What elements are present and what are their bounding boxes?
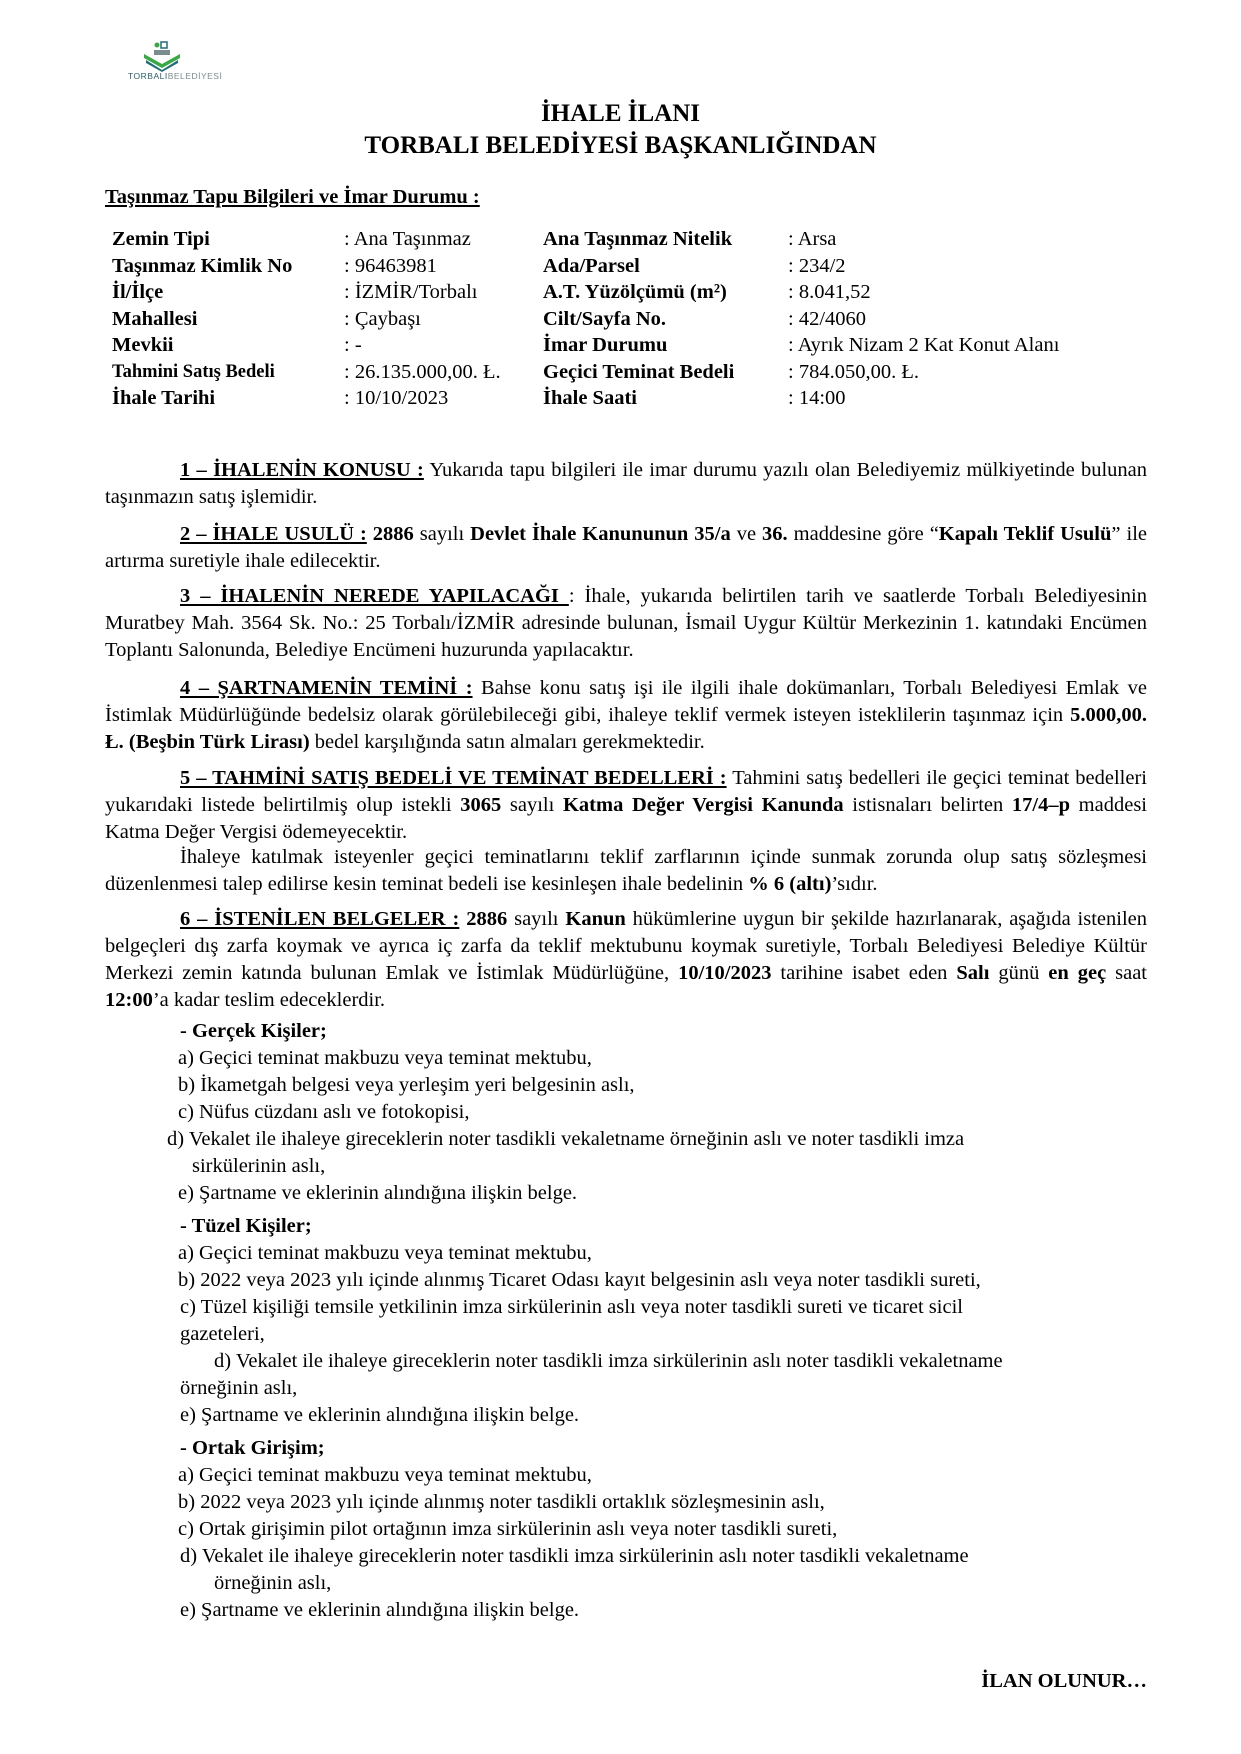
bold-text: Katma Değer Vergisi Kanunda [562, 794, 844, 816]
text: sayılı [507, 908, 566, 930]
list-item: a) Geçici teminat makbuzu veya teminat mektubu, [178, 1242, 592, 1264]
bold-text: Kapalı Teklif Usulü [938, 523, 1112, 545]
text: İhaleye katılmak isteyenler geçici teminatlarını teklif zarflarının içinde sunmak zorunda olup satış sözleşmesi düzenlenmesi talep edilirse kesin teminat bedeli ise kesinleşen ihale bedelinin [105, 846, 1147, 895]
field-label: Geçici Teminat Bedeli [543, 360, 735, 383]
list-item: örneğinin aslı, [180, 1377, 298, 1399]
list-item: b) 2022 veya 2023 yılı içinde alınmış noter tasdikli ortaklık sözleşmesinin aslı, [178, 1491, 825, 1513]
list-item: e) Şartname ve eklerinin alındığına ilişkin belge. [180, 1404, 580, 1426]
info-row [112, 359, 1059, 386]
info-row [112, 385, 1059, 412]
text: sayılı [413, 523, 471, 545]
list-item: c) Tüzel kişiliği temsile yetkilinin imza sirkülerinin aslı veya noter tasdikli sureti ve ticaret sicil [180, 1296, 963, 1318]
tuzel-list-title: - Tüzel Kişiler; [180, 1215, 312, 1237]
list-item: a) Geçici teminat makbuzu veya teminat mektubu, [178, 1047, 592, 1069]
title-line-1: İHALE İLANI [540, 100, 701, 127]
bold-text: 2886 [372, 523, 414, 545]
list-item: c) Nüfus cüzdanı aslı ve fotokopisi, [178, 1101, 470, 1123]
info-row [112, 253, 1059, 280]
text: Yukarıda tapu bilgileri ile imar durumu yazılı olan Belediyemiz mülkiyetinde bulunan taşınmazın satış işlemidir. [105, 459, 1148, 508]
bold-text: 36. [762, 523, 788, 545]
ortak-list-title: - Ortak Girişim; [180, 1437, 325, 1459]
field-label: Tahmini Satış Bedeli [112, 361, 275, 382]
field-value: : 10/10/2023 [344, 387, 449, 409]
text: maddesine göre “ [787, 523, 939, 545]
list-item: e) Şartname ve eklerinin alındığına ilişkin belge. [180, 1599, 580, 1621]
bold-text: Salı [956, 962, 990, 984]
text: hükümlerine uygun bir şekilde hazırlanarak, aşağıda istenilen belgeçleri dış zarfa koymak ve ayrıca iç zarfa da teklif mektubunu koymak suretiyle, Torbalı Belediyesi Belediye Kültür Merkezi zemin katında bulunan Emlak ve İstimlak Müdürlüğüne, [105, 908, 1148, 984]
bold-text: % 6 (altı) [748, 873, 832, 895]
text: maddesi Katma Değer Vergisi ödemeyecektir. [105, 794, 1147, 843]
field-label: Mevkii [112, 334, 174, 356]
paragraph-1 [105, 457, 1147, 511]
list-item: b) 2022 veya 2023 yılı içinde alınmış Ticaret Odası kayıt belgesinin aslı veya noter tasdikli sureti, [178, 1269, 981, 1291]
field-label: Ana Taşınmaz Nitelik [543, 228, 733, 250]
closing-text: İLAN OLUNUR… [981, 1670, 1147, 1692]
list-item: gazeteleri, [180, 1323, 265, 1345]
field-label: A.T. Yüzölçümü (m²) [543, 281, 727, 303]
bold-text: 12:00 [105, 989, 153, 1011]
info-row [112, 279, 1059, 306]
gercek-list-title: - Gerçek Kişiler; [180, 1020, 327, 1042]
field-value: : İZMİR/Torbalı [344, 281, 478, 303]
list-item: e) Şartname ve eklerinin alındığına ilişkin belge. [178, 1182, 578, 1204]
list-item: d) Vekalet ile ihaleye gireceklerin noter tasdikli imza sirkülerinin aslı noter tasdikli vekaletname [214, 1350, 1003, 1372]
bold-text: 3065 [460, 794, 502, 816]
field-value: : Ana Taşınmaz [344, 228, 471, 250]
paragraph-5 [105, 765, 1147, 846]
paragraph-4 [105, 675, 1147, 756]
logo-text: TORBALIBELEDİYESİ [128, 71, 223, 81]
field-label: İhale Tarihi [112, 387, 216, 409]
field-value: : 42/4060 [788, 307, 867, 330]
section-heading: 4 – ŞARTNAMENİN TEMİNİ : [180, 677, 473, 699]
bold-text: Devlet İhale Kanununun 35/a [470, 523, 731, 545]
text: bedel karşılığında satın almaları gerekmektedir. [309, 731, 705, 753]
list-item: c) Ortak girişimin pilot ortağının imza sirkülerinin aslı veya noter tasdikli sureti, [178, 1518, 838, 1540]
field-value: : 96463981 [344, 254, 437, 277]
text: ’a kadar teslim edeceklerdir. [152, 989, 386, 1011]
section-heading: 3 – İHALENİN NEREDE YAPILACAĞI [180, 585, 569, 607]
bold-text: en geç [1048, 962, 1107, 984]
bold-text: 2886 [466, 908, 508, 930]
text: ve [730, 523, 763, 545]
title-line-2: TORBALI BELEDİYESİ BAŞKANLIĞINDAN [364, 132, 877, 159]
paragraph-7 [105, 906, 1147, 1014]
list-item: d) Vekalet ile ihaleye gireceklerin noter tasdikli vekaletname örneğinin aslı ve noter tasdikli imza [167, 1128, 965, 1150]
paragraph-6 [105, 844, 1147, 898]
list-item: d) Vekalet ile ihaleye gireceklerin noter tasdikli imza sirkülerinin aslı noter tasdikli vekaletname [180, 1545, 969, 1567]
info-row [112, 306, 1059, 333]
text: ” ile artırma suretiyle ihale edilecektir. [105, 523, 1147, 572]
property-info-table [112, 226, 1059, 412]
text: ’sıdır. [831, 873, 878, 895]
section-heading: 5 – TAHMİNİ SATIŞ BEDELİ VE TEMİNAT BEDELLERİ : [180, 767, 727, 789]
field-value: : 234/2 [788, 254, 846, 277]
field-value: : 26.135.000,00. Ł. [344, 360, 501, 383]
field-value: : 14:00 [788, 387, 846, 409]
section-heading: 2 – İHALE USULÜ : [180, 523, 367, 545]
text: istisnaları belirten [843, 794, 1012, 816]
info-row [112, 226, 1059, 253]
field-label: Cilt/Sayfa No. [543, 307, 666, 330]
paragraph-3 [105, 583, 1147, 664]
text: : İhale, yukarıda belirtilen tarih ve saatlerde Torbalı Belediyesinin Muratbey Mah. 3564 Sk. No.: 25 Torbalı/İZMİR adresinde bulunan, İsmail Uygur Kültür Merkezinin 1. katındaki Encümen Toplantı Salonunda, Belediye Encümeni huzurunda yapılacaktır. [105, 585, 1147, 661]
field-value: : - [344, 334, 362, 356]
text: tarihine isabet eden [771, 962, 957, 984]
bold-text: 5.000,00. Ł. (Beşbin Türk Lirası) [105, 704, 1147, 753]
bold-text: 17/4–p [1011, 794, 1071, 816]
section-heading: 1 – İHALENİN KONUSU : [180, 459, 424, 481]
field-label: Taşınmaz Kimlik No [112, 254, 293, 277]
bold-text: 10/10/2023 [678, 962, 772, 984]
list-item: örneğinin aslı, [214, 1572, 332, 1594]
list-item: a) Geçici teminat makbuzu veya teminat mektubu, [178, 1464, 592, 1486]
field-label: İmar Durumu [543, 334, 668, 356]
text: günü [989, 962, 1049, 984]
municipality-logo [128, 40, 228, 88]
paragraph-2 [105, 521, 1147, 575]
field-label: Ada/Parsel [543, 254, 640, 277]
list-item: b) İkametgah belgesi veya yerleşim yeri belgesinin aslı, [178, 1074, 635, 1096]
field-value: : Arsa [788, 228, 837, 250]
field-label: Mahallesi [112, 307, 198, 330]
field-label: Zemin Tipi [112, 228, 210, 250]
field-value: : Ayrık Nizam 2 Kat Konut Alanı [788, 334, 1060, 356]
text: sayılı [501, 794, 563, 816]
field-value: : 8.041,52 [788, 281, 871, 303]
field-label: İl/İlçe [112, 281, 164, 303]
field-label: İhale Saati [543, 387, 637, 409]
info-row [112, 332, 1059, 359]
info-heading: Taşınmaz Tapu Bilgileri ve İmar Durumu : [105, 186, 480, 208]
text: Bahse konu satış işi ile ilgili ihale dokümanları, Torbalı Belediyesi Emlak ve İstimlak Müdürlüğünde bedelsiz olarak görülebileceği gibi, ihaleye teklif vermek isteyen isteklilerin taşınmaz için [105, 677, 1148, 726]
text: saat [1106, 962, 1147, 984]
list-item: sirkülerinin aslı, [192, 1155, 326, 1177]
field-value: : 784.050,00. Ł. [788, 360, 919, 383]
field-value: : Çaybaşı [344, 307, 421, 330]
bold-text: Kanun [565, 908, 626, 930]
text: Tahmini satış bedelleri ile geçici teminat bedelleri yukarıdaki listede belirtilmiş olup istekli [105, 767, 1148, 816]
section-heading: 6 – İSTENİLEN BELGELER : [180, 908, 460, 930]
logo-emblem-icon [136, 40, 196, 72]
